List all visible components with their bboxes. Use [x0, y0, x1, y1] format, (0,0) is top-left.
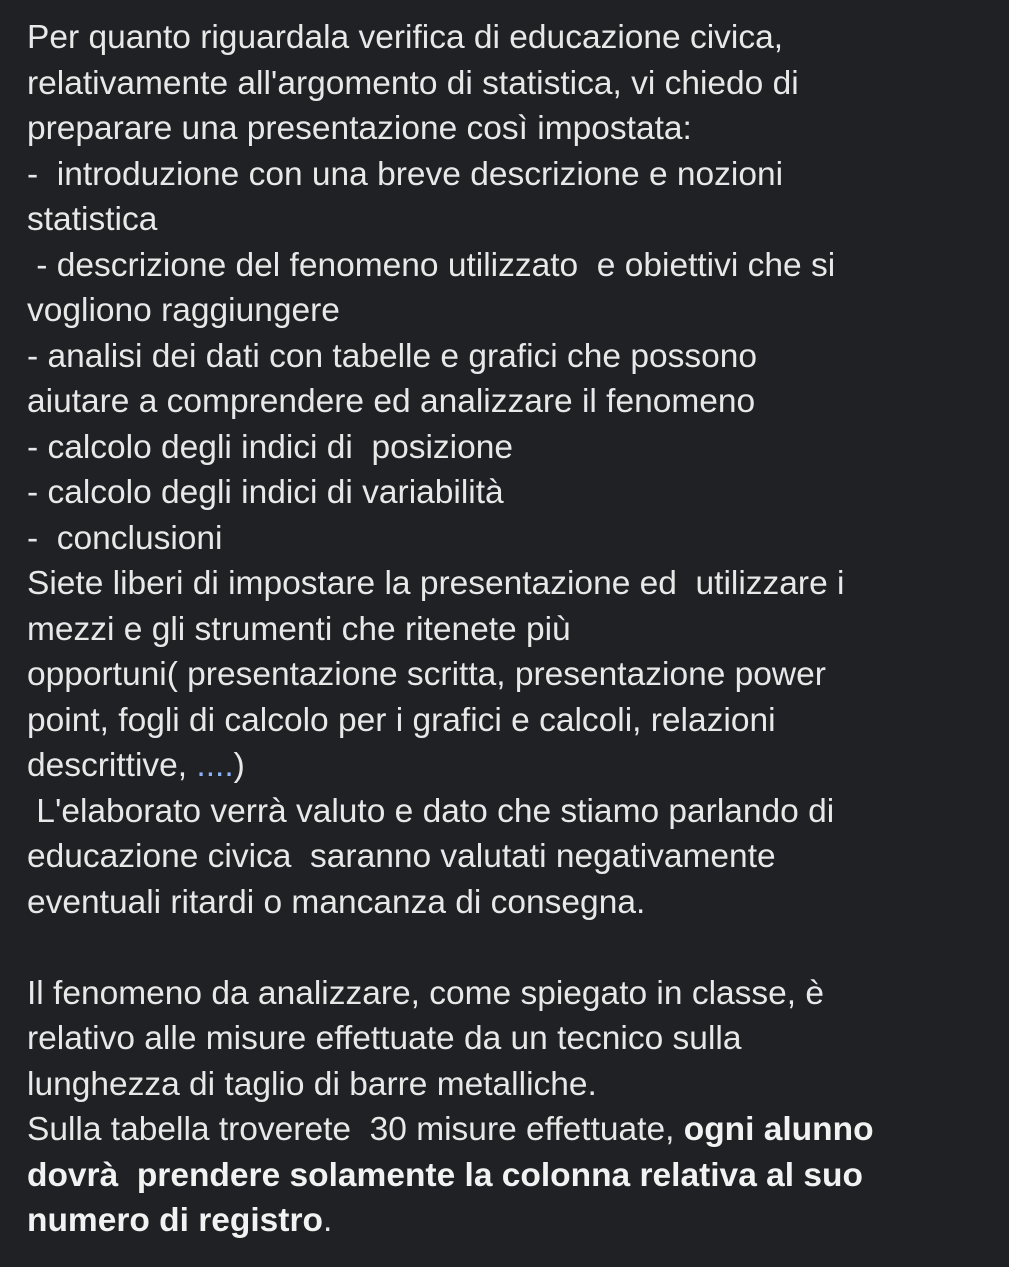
text-line: relativo alle misure effettuate da un tecnico sulla — [27, 1020, 742, 1057]
text-line — [27, 743, 1007, 789]
text-line — [27, 1107, 1007, 1153]
text-line: - calcolo degli indici di variabilità — [27, 474, 504, 511]
text-line: Per quanto riguardala verifica di educazione civica, — [27, 19, 784, 56]
text-line: lunghezza di taglio di barre metalliche. — [27, 1065, 597, 1103]
text-line: Il fenomeno da analizzare, come spiegato in classe, è — [27, 974, 825, 1012]
text-line: aiutare a comprendere ed analizzare il fenomeno — [27, 383, 756, 420]
bold-text-segment: ogni alunno — [683, 1111, 874, 1148]
text-line: dovrà prendere solamente la colonna relativa al suo — [27, 1156, 863, 1194]
text-line: Siete liberi di impostare la presentazione ed utilizzare i — [27, 565, 845, 602]
text-line: - descrizione del fenomeno utilizzato e obiettivi che si — [27, 246, 836, 284]
text-line: vogliono raggiungere — [27, 292, 340, 329]
text-line — [27, 1198, 1007, 1244]
text-line: - introduzione con una breve descrizione e nozioni — [27, 155, 784, 193]
text-line: eventuali ritardi o mancanza di consegna. — [27, 883, 646, 921]
text-line: - analisi dei dati con tabelle e grafici che possono — [27, 337, 757, 375]
bold-text-segment: numero di registro — [27, 1202, 323, 1239]
text-line: preparare una presentazione così impostata: — [27, 110, 692, 147]
text-segment: ) — [233, 747, 245, 784]
see-more-link[interactable]: .... — [196, 747, 234, 784]
text-line: L'elaborato verrà valuto e dato che stiamo parlando di — [27, 792, 835, 830]
text-line: mezzi e gli strumenti che ritenete più — [27, 610, 571, 648]
text-line: relativamente all'argomento di statistica, vi chiedo di — [27, 64, 799, 102]
message-text — [27, 15, 1007, 1244]
text-line: statistica — [27, 201, 158, 238]
text-segment: . — [322, 1202, 333, 1239]
text-line: - calcolo degli indici di posizione — [27, 428, 514, 466]
text-line: - conclusioni — [27, 519, 223, 557]
text-line: opportuni( presentazione scritta, presentazione power — [27, 656, 826, 693]
text-line: educazione civica saranno valutati negativamente — [27, 838, 776, 875]
blank-line — [27, 925, 1007, 971]
text-segment: descrittive, — [27, 747, 197, 784]
text-segment: Sulla tabella troverete 30 misure effettuate, — [27, 1111, 684, 1148]
text-line: point, fogli di calcolo per i grafici e calcoli, relazioni — [27, 701, 776, 739]
